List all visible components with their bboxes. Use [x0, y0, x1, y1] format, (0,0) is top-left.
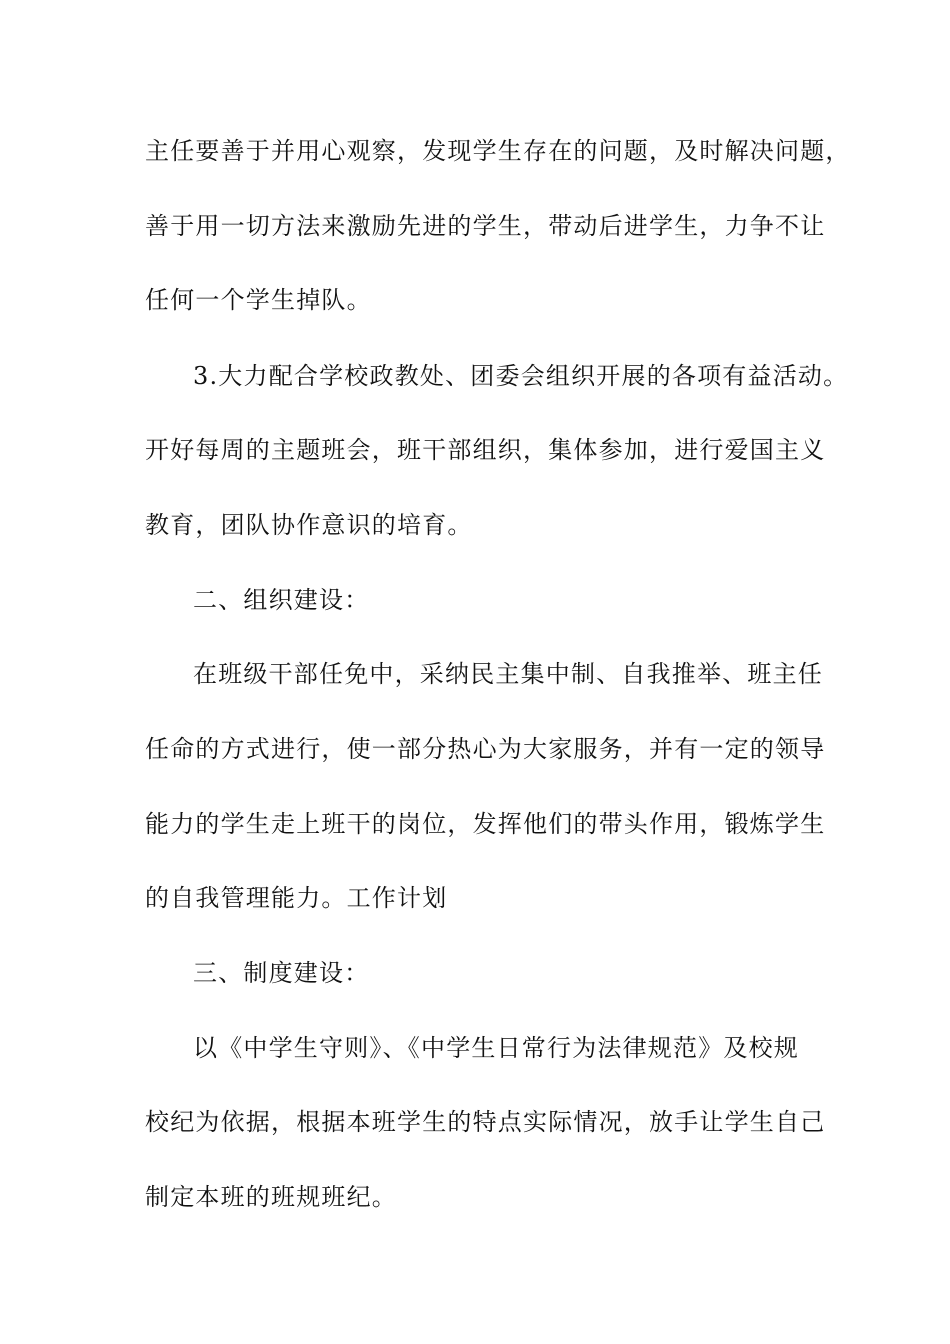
paragraph-line: 校纪为依据，根据本班学生的特点实际情况，放手让学生自己 — [145, 1108, 826, 1136]
paragraph-line: 的自我管理能力。工作计划 — [145, 884, 448, 912]
paragraph-line: 教育，团队协作意识的培育。 — [145, 511, 473, 539]
paragraph-line: 3.大力配合学校政教处、团委会组织开展的各项有益活动。 — [193, 362, 849, 390]
paragraph-line: 主任要善于并用心观察，发现学生存在的问题，及时解决问题， — [145, 137, 851, 165]
paragraph-line: 以《中学生守则》、《中学生日常行为法律规范》及校规 — [193, 1034, 799, 1062]
paragraph-line: 任何一个学生掉队。 — [145, 286, 372, 314]
paragraph-line: 制定本班的班规班纪。 — [145, 1183, 397, 1211]
paragraph-line: 善于用一切方法来激励先进的学生，带动后进学生，力争不让 — [145, 212, 826, 240]
paragraph-line: 任命的方式进行，使一部分热心为大家服务，并有一定的领导 — [145, 735, 826, 763]
paragraph-line: 开好每周的主题班会，班干部组织，集体参加，进行爱国主义 — [145, 436, 826, 464]
paragraph-line: 在班级干部任免中，采纳民主集中制、自我推举、班主任 — [193, 660, 823, 688]
section-heading: 二、组织建设： — [193, 586, 370, 614]
paragraph-line: 能力的学生走上班干的岗位，发挥他们的带头作用，锻炼学生 — [145, 810, 826, 838]
section-heading: 三、制度建设： — [193, 959, 370, 987]
